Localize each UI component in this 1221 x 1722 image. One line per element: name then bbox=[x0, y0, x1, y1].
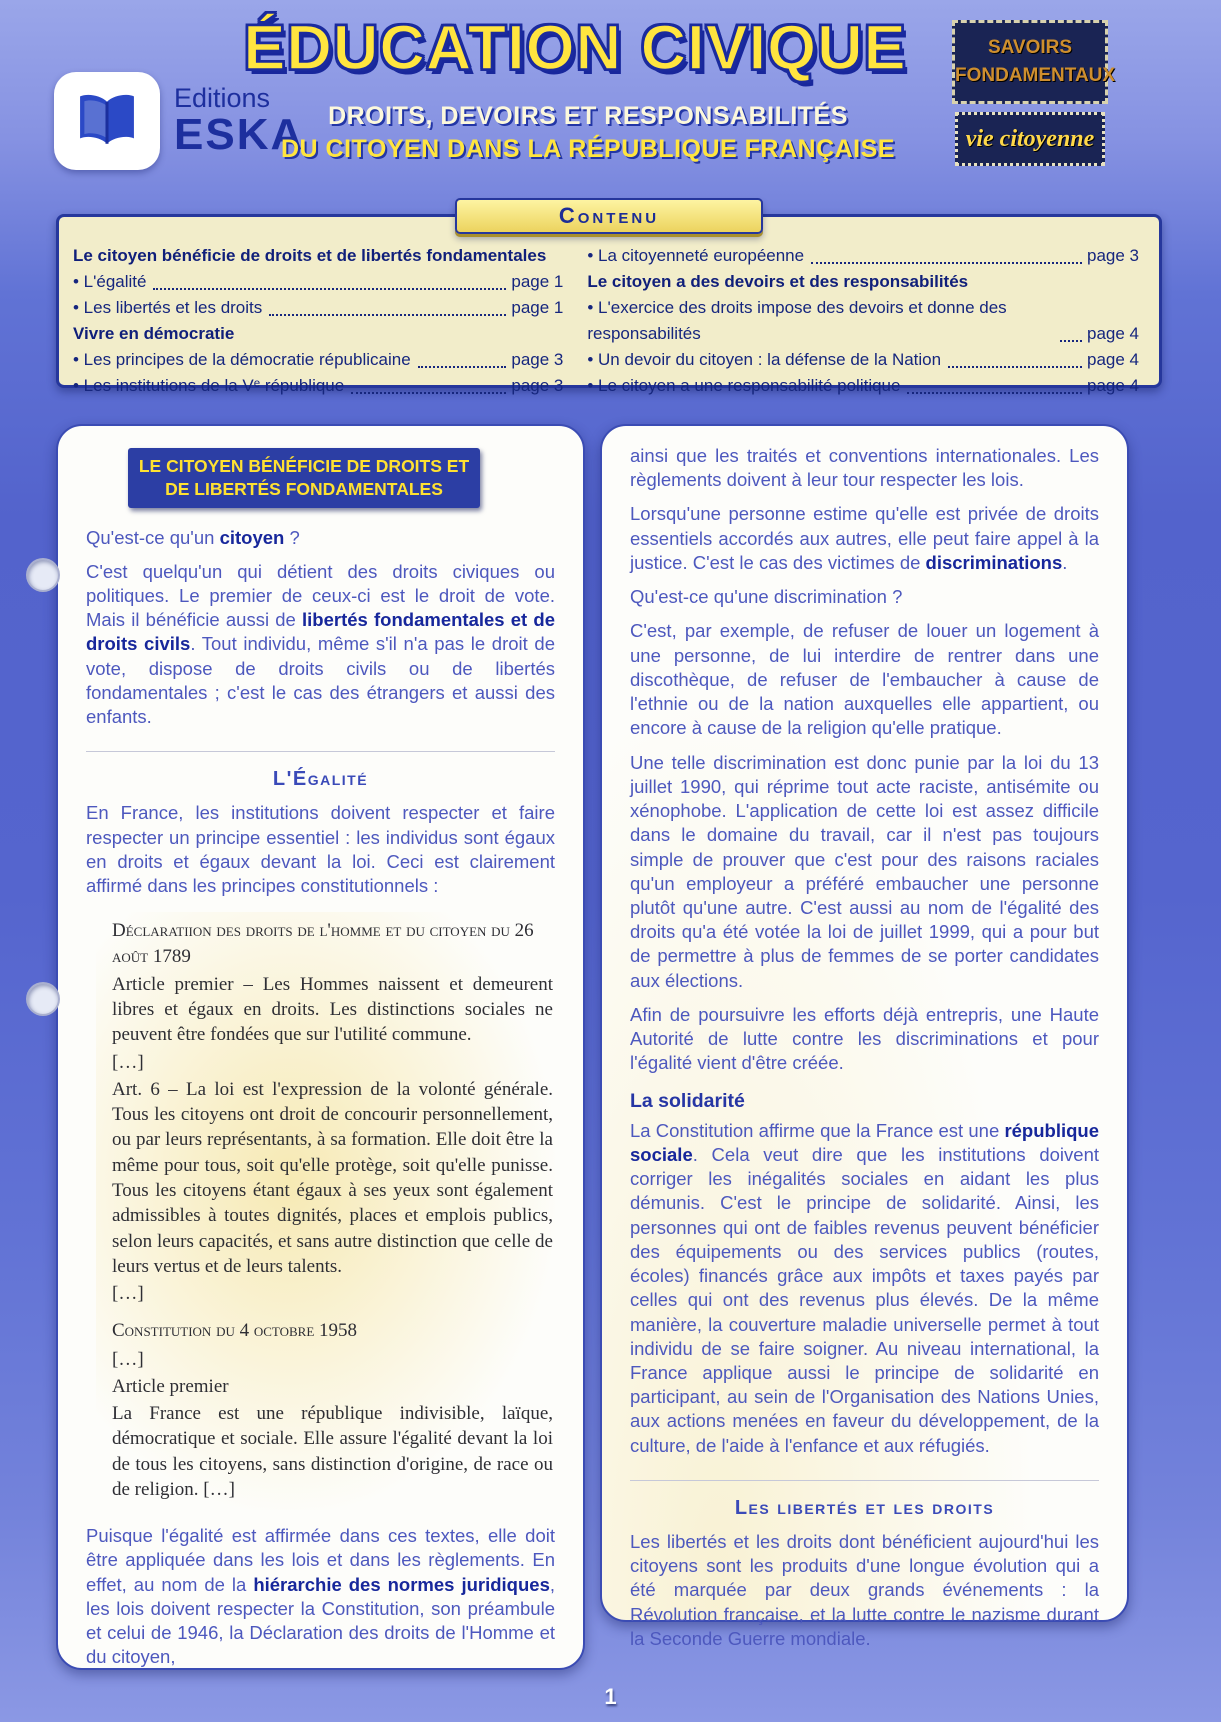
quote-heading-1958: Constitution du 4 octobre 1958 bbox=[112, 1320, 358, 1342]
main-content bbox=[56, 424, 1129, 1670]
toc-item-page: page 1 bbox=[511, 298, 564, 317]
toc-item bbox=[73, 347, 563, 373]
subheading-solidarite: La solidarité bbox=[630, 1089, 745, 1112]
toc-item-label: • Un devoir du citoyen : la défense de la Nation bbox=[587, 350, 942, 369]
paragraph-citoyen-answer: C'est quelqu'un qui détient des droits civiques ou politiques. Le premier de ceux-ci est le droit de vote. Mais il bénéficie aussi de libertés fondamentales et de droits civils. Tout individu, même s'il n'a pas le droit de vote, dispose de droits civils ou de libertés fondamentales ; c'est le cas des étrangers et aussi des enfants. bbox=[86, 560, 555, 728]
dotted-leader bbox=[1060, 340, 1082, 342]
publisher-line2: ESKA bbox=[174, 110, 305, 160]
toc-item-page: page 3 bbox=[511, 376, 564, 395]
series-badge-line2: FONDAMENTAUX bbox=[955, 65, 1116, 86]
toc-item-page: page 4 bbox=[1087, 350, 1139, 369]
page-subtitle bbox=[258, 102, 918, 164]
dotted-leader bbox=[418, 366, 507, 368]
toc-right-column bbox=[587, 243, 1139, 399]
table-of-contents-box bbox=[56, 203, 1162, 395]
dotted-leader bbox=[811, 262, 1082, 264]
paragraph-haute-autorite: Afin de poursuivre les efforts déjà entrepris, une Haute Autorité de lutte contre les discriminations et pour l'égalité vient d'être créée. bbox=[630, 1003, 1099, 1074]
publisher-logo-card bbox=[54, 72, 160, 170]
toc-columns bbox=[59, 217, 1159, 399]
series-badge bbox=[952, 20, 1116, 104]
dotted-leader bbox=[907, 392, 1082, 394]
toc-item bbox=[587, 373, 1139, 399]
hole-punch bbox=[26, 558, 60, 592]
toc-heading: Le citoyen bénéficie de droits et de libertés fondamentales bbox=[73, 246, 547, 265]
toc-item-label: • Le citoyen a une responsabilité politique bbox=[587, 376, 901, 395]
heading-libertes-droits: Les libertés et les droits bbox=[630, 1480, 1099, 1520]
quote-ellipsis: […] bbox=[112, 1283, 144, 1305]
collection-badge: vie citoyenne bbox=[955, 112, 1105, 166]
quote-ellipsis: […] bbox=[112, 1348, 144, 1370]
dotted-leader bbox=[351, 392, 506, 394]
page-title: ÉDUCATION CIVIQUE bbox=[243, 13, 907, 83]
toc-item bbox=[73, 269, 563, 295]
paragraph-discrimination-question: Qu'est-ce qu'une discrimination ? bbox=[630, 586, 903, 608]
section-badge: LE CITOYEN BÉNÉFICIE DE DROITS ET DE LIBERTÉS FONDAMENTALES bbox=[128, 448, 480, 508]
paragraph-discrimination-definition: C'est, par exemple, de refuser de louer un logement à une personne, de lui interdire de rentrer dans une discothèque, de refuser de l'embaucher à cause de l'ethnie ou de la nation auxquelles elle appartient, ou encore à cause de la religion qu'elle pratique. bbox=[630, 620, 1099, 739]
dotted-leader bbox=[153, 288, 506, 290]
toc-item-label: • L'égalité bbox=[73, 272, 147, 291]
paragraph-loi-1990: Une telle discrimination est donc punie par la loi du 13 juillet 1990, qui réprime tout acte raciste, antisémite ou xénophobe. L'application de cette loi est assez difficile dans le domaine du travail, car il n'est pas toujours simple de prouver que c'est pour des raisons raciales qu'un employeur a préféré embaucher une personne plutôt qu'une autre. C'est aussi au nom de l'égalité des droits qu'a été votée la loi de juillet 1999, qui a pour but de permettre à plus de femmes de se porter candidates aux élections. bbox=[630, 751, 1099, 991]
quote-ellipsis: […] bbox=[112, 1051, 144, 1073]
quote-heading-1789: Déclaratiion des droits de l'homme et du citoyen du 26 août 1789 bbox=[112, 920, 534, 967]
toc-item-page: page 3 bbox=[1087, 246, 1139, 265]
paragraph-justice: Lorsqu'une personne estime qu'elle est privée de droits essentiels accordés aux autres, elle peut faire appel à la justice. C'est le cas des victimes de discriminations. bbox=[630, 503, 1099, 573]
paragraph-solidarite: La Constitution affirme que la France est une république sociale. Cela veut dire que les institutions doivent corriger les inégalités sociales en aidant les plus démunis. C'est le principe de solidarité. Ainsi, les personnes qui ont de faibles revenus peuvent bénéficier des équipements ou des services publics (routes, écoles) financés grâce aux impôts et taxes payés par celles qui ont des revenus plus élevés. De la même manière, la couverture maladie universelle permet à tout individu de se faire soigner. Au niveau international, la France applique aussi le principe de solidarité en participant, au sein de l'Organisation des Nations Unies, aux actions menées en faveur du développement, de la culture, de l'aide à l'enfance et aux réfugiés. bbox=[630, 1119, 1099, 1456]
toc-item-page: page 4 bbox=[1087, 376, 1139, 395]
toc-item-page: page 1 bbox=[511, 272, 564, 291]
publisher-line1: Editions bbox=[174, 83, 271, 113]
toc-item bbox=[587, 243, 1139, 269]
paragraph-libertes: Les libertés et les droits dont bénéficient aujourd'hui les citoyens sont les produits d'une longue évolution qui a été marquée par deux grands événements : la Révolution française, et la lutte contre le nazisme durant la Seconde Guerre mondiale. bbox=[630, 1530, 1099, 1649]
toc-item bbox=[73, 373, 563, 399]
toc-item-label: • La citoyenneté européenne bbox=[587, 246, 805, 265]
contenu-tab-label: Contenu bbox=[455, 198, 763, 234]
toc-item-label: • Les principes de la démocratie républicaine bbox=[73, 350, 411, 369]
quote-article-6: Art. 6 – La loi est l'expression de la volonté générale. Tous les citoyens ont droit de concourir personnellement, ou par leurs représentants, à sa formation. Elle doit être la même pour tous, soit qu'elle protège, soit qu'elle punisse. Tous les citoyens étant égaux à ses yeux sont également admissibles à toutes dignités, places et emplois publics, selon leurs capacités, et sans autre distinction que celle de leurs vertus et de leurs talents. bbox=[112, 1078, 553, 1277]
right-column-panel bbox=[600, 424, 1129, 1649]
constitution-quote-block bbox=[96, 912, 555, 1510]
toc-item bbox=[587, 347, 1139, 373]
page-number: 1 bbox=[604, 1684, 617, 1709]
toc-item-label: • L'exercice des droits impose des devoirs et donne des responsabilités bbox=[587, 298, 1007, 343]
quote-article-premier-1958: La France est une république indivisible, laïque, démocratique et sociale. Elle assure l'égalité devant la loi de tous les citoyens, sans distinction d'origine, de race ou de religion. […] bbox=[112, 1403, 553, 1500]
quote-article-premier-1789: Article premier – Les Hommes naissent et demeurent libres et égaux en droits. Les distinctions sociales ne peuvent être fondées que sur l'utilité commune. bbox=[112, 973, 553, 1046]
left-column-panel bbox=[56, 424, 585, 1670]
toc-item-page: page 3 bbox=[511, 350, 564, 369]
open-book-icon bbox=[74, 91, 140, 152]
toc-heading: Le citoyen a des devoirs et des responsabilités bbox=[587, 272, 969, 291]
quote-article-premier-label: Article premier bbox=[112, 1375, 229, 1397]
dotted-leader bbox=[948, 366, 1082, 368]
toc-item bbox=[587, 295, 1139, 347]
subtitle-line1: DROITS, DEVOIRS ET RESPONSABILITÉS bbox=[328, 102, 848, 130]
toc-heading: Vivre en démocratie bbox=[73, 324, 235, 343]
paragraph-hierarchie: Puisque l'égalité est affirmée dans ces textes, elle doit être appliquée dans les lois et dans les règlements. En effet, au nom de la hiérarchie des normes juridiques, les lois doivent respecter la Constitution, son préambule et celui de 1946, la Déclaration des droits de l'Homme et du citoyen, bbox=[86, 1525, 555, 1668]
heading-egalite: L'Égalité bbox=[86, 751, 555, 791]
subtitle-line2: DU CITOYEN DANS LA RÉPUBLIQUE FRANÇAISE bbox=[281, 135, 895, 163]
toc-left-column bbox=[73, 243, 563, 399]
series-badge-line1: SAVOIRS bbox=[987, 37, 1073, 59]
paragraph-egalite-intro: En France, les institutions doivent respecter et faire respecter un principe essentiel : les individus sont égaux en droits et égaux devant la loi. Ceci est clairement affirmé dans les principes constitutionnels : bbox=[86, 802, 555, 897]
toc-item-page: page 4 bbox=[1087, 324, 1139, 343]
toc-item-label: • Les libertés et les droits bbox=[73, 298, 263, 317]
paragraph-citoyen-question: Qu'est-ce qu'un citoyen ? bbox=[86, 526, 300, 548]
hole-punch bbox=[26, 982, 60, 1016]
dotted-leader bbox=[269, 314, 506, 316]
paragraph-traites: ainsi que les traités et conventions internationales. Les règlements doivent à leur tour respecter les lois. bbox=[630, 445, 1099, 491]
toc-item-label: • Les institutions de la Vᵉ république bbox=[73, 376, 345, 395]
toc-item bbox=[73, 295, 563, 321]
